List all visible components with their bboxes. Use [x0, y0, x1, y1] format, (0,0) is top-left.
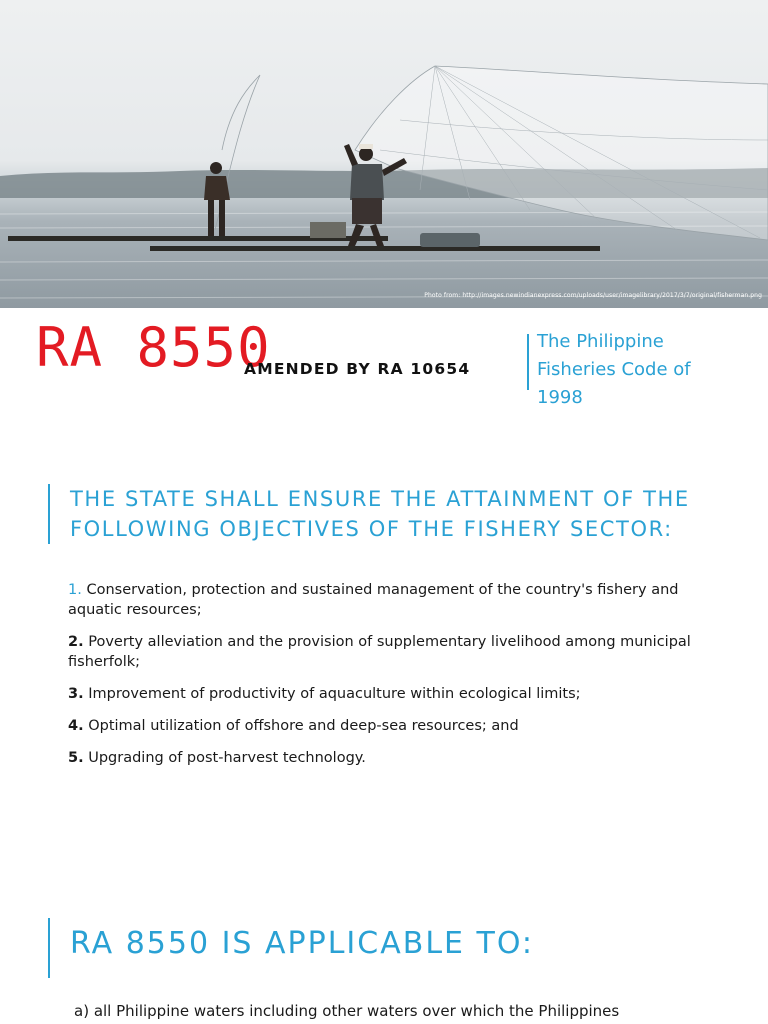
list-item: [68, 748, 708, 768]
photo-credit: Photo from: http://images.newindianexpress.com/uploads/user/imagelibrary/2017/3/7/original/fisherman.png: [424, 292, 762, 299]
list-item: [68, 716, 708, 736]
list-item-text: Upgrading of post-harvest technology.: [83, 750, 366, 766]
list-item-text: Conservation, protection and sustained management of the country's fishery and aquatic resources;: [68, 582, 679, 618]
list-item-marker: a): [74, 1002, 90, 1020]
list-item: [74, 1000, 754, 1022]
list-item-number: 5.: [68, 750, 84, 766]
objectives-list: [68, 580, 708, 780]
list-item-text: all Philippine waters including other waters over which the Philippines: [89, 1002, 620, 1020]
title-slide: [0, 0, 768, 440]
list-item-text: Poverty alleviation and the provision of supplementary livelihood among municipal fisherfolk;: [68, 634, 691, 670]
heading-accent-bar: [48, 484, 50, 544]
list-item: [68, 684, 708, 704]
fishermen-illustration: [0, 0, 768, 308]
objectives-heading: THE STATE SHALL ENSURE THE ATTAINMENT OF THE FOLLOWING OBJECTIVES OF THE FISHERY SECTOR:: [70, 487, 690, 541]
list-item-number: 4.: [68, 718, 84, 734]
list-item-number: 1.: [68, 582, 82, 598]
objectives-slide: [0, 440, 768, 860]
list-item-number: 2.: [68, 634, 84, 650]
list-item-text: Optimal utilization of offshore and deep-sea resources; and: [83, 718, 519, 734]
list-item: [68, 632, 708, 672]
applicability-heading: RA 8550 IS APPLICABLE TO:: [70, 926, 535, 961]
vertical-divider: [527, 334, 529, 390]
list-item-number: 3.: [68, 686, 84, 702]
list-item-text: Improvement of productivity of aquaculture within ecological limits;: [83, 686, 581, 702]
fishermen-photo: [0, 0, 768, 308]
list-item: [68, 580, 708, 620]
heading-accent-bar: [48, 918, 50, 978]
side-title: The Philippine Fisheries Code of 1998: [537, 331, 691, 408]
slide-title: RA 8550: [36, 316, 271, 379]
slide-subtitle: AMENDED BY RA 10654: [244, 360, 471, 378]
applicability-slide: [0, 860, 768, 1024]
